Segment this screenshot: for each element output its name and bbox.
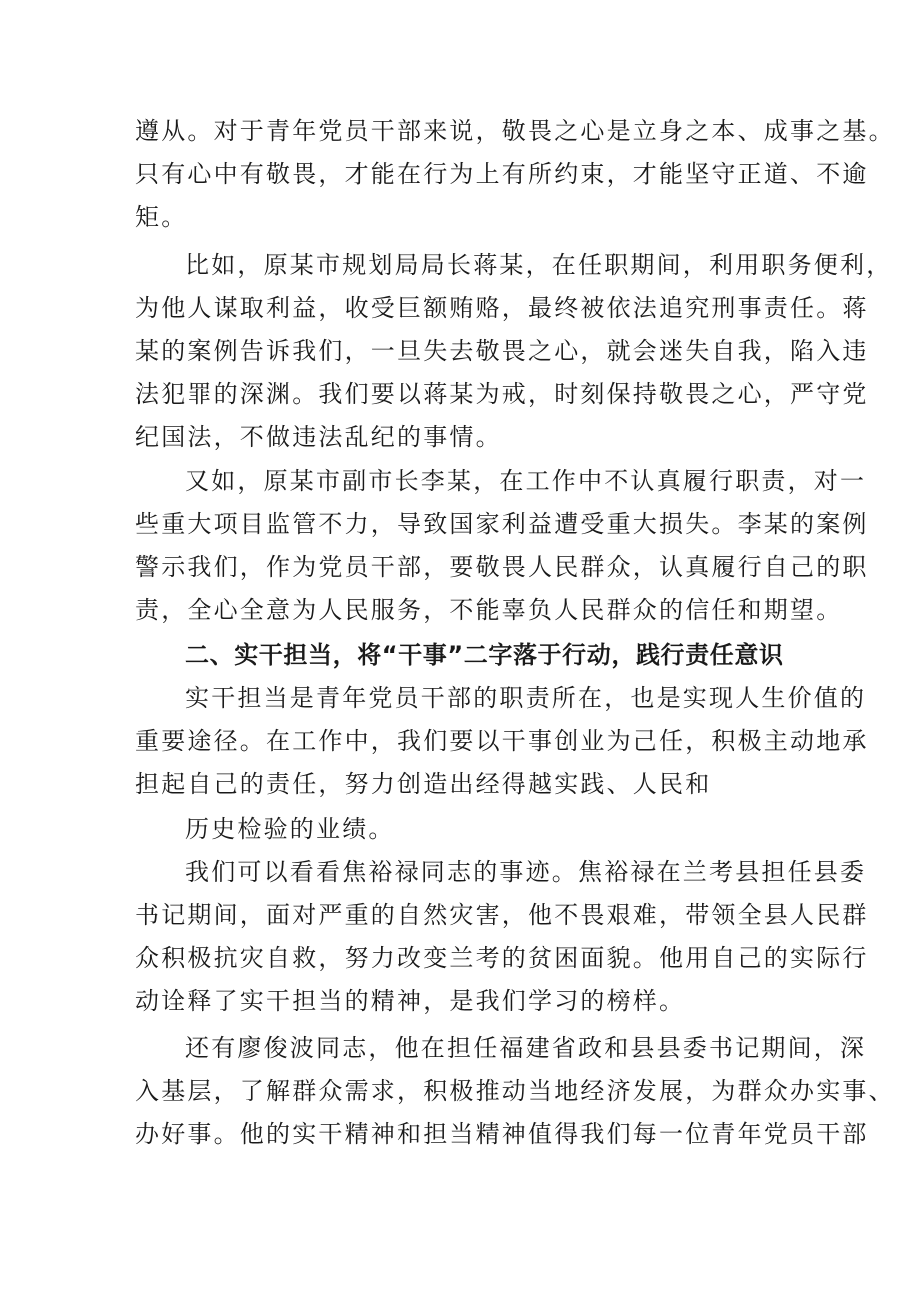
text-line: 又如，原某市副市长李某，在工作中不认真履行职责，对一 — [185, 467, 867, 495]
text-line: 历史检验的业绩。 — [185, 815, 395, 843]
text-line: 法犯罪的深渊。我们要以蒋某为戒，时刻保持敬畏之心，严守党 — [135, 380, 869, 408]
text-line: 还有廖俊波同志，他在担任福建省政和县县委书记期间，深 — [185, 1034, 867, 1062]
text-line: 我们可以看看焦裕禄同志的事迹。焦裕禄在兰考县担任县委 — [185, 858, 867, 886]
text-line: 比如，原某市规划局局长蒋某，在任职期间，利用职务便利， — [185, 251, 893, 279]
text-line: 遵从。对于青年党员干部来说，敬畏之心是立身之本、成事之基。 — [135, 117, 895, 145]
text-line: 只有心中有敬畏，才能在行为上有所约束，才能坚守正道、不逾 — [135, 160, 869, 188]
section-heading: 二、实干担当，将“干事”二字落于行动，践行责任意识 — [185, 641, 784, 669]
text-line: 矩。 — [135, 203, 188, 231]
text-line: 入基层，了解群众需求，积极推动当地经济发展，为群众办实事、 — [135, 1077, 895, 1105]
text-line: 纪国法，不做违法乱纪的事情。 — [135, 423, 502, 451]
text-line: 某的案例告诉我们，一旦失去敬畏之心，就会迷失自我，陷入违 — [135, 337, 869, 365]
text-line: 动诠释了实干担当的精神，是我们学习的榜样。 — [135, 987, 686, 1015]
text-line: 些重大项目监管不力，导致国家利益遭受重大损失。李某的案例 — [135, 510, 869, 538]
text-line: 实干担当是青年党员干部的职责所在，也是实现人生价值的 — [185, 684, 867, 712]
text-line: 为他人谋取利益，收受巨额贿赂，最终被依法追究刑事责任。蒋 — [135, 294, 869, 322]
text-line: 办好事。他的实干精神和担当精神值得我们每一位青年党员干部 — [135, 1120, 869, 1148]
text-line: 担起自己的责任，努力创造出经得越实践、人民和 — [135, 770, 712, 798]
text-line: 书记期间，面对严重的自然灾害，他不畏艰难，带领全县人民群 — [135, 901, 869, 929]
text-line: 众积极抗灾自救，努力改变兰考的贫困面貌。他用自己的实际行 — [135, 944, 869, 972]
text-line: 重要途径。在工作中，我们要以干事创业为己任，积极主动地承 — [135, 727, 869, 755]
text-line: 责，全心全意为人民服务，不能辜负人民群众的信任和期望。 — [135, 596, 843, 624]
text-line: 警示我们，作为党员干部，要敬畏人民群众，认真履行自己的职 — [135, 553, 869, 581]
